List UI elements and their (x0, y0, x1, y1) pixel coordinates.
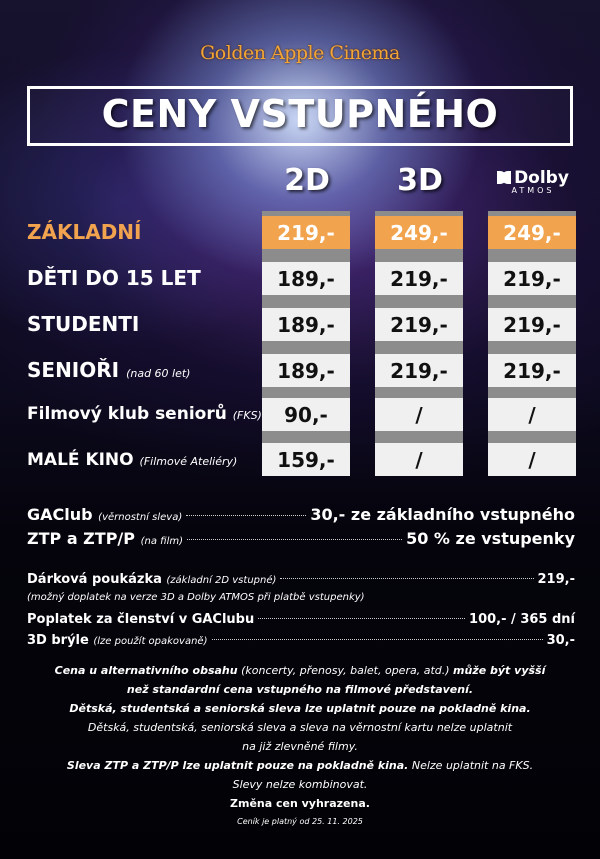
price-cell: 189,- (262, 262, 350, 295)
row-label-male-kino: MALÉ KINO (Filmové Ateliéry) (27, 450, 238, 470)
notes-block (20, 661, 580, 813)
price-cell: / (375, 398, 463, 431)
note-line: Cena u alternativního obsahu (koncerty, přenosy, balet, opera, atd.) může být vyšší (54, 664, 546, 677)
column-header-2d: 2D (284, 163, 330, 198)
note-line: Slevy nelze kombinovat. (232, 778, 368, 791)
column-header-dolby (488, 168, 578, 195)
row-label-fks: Filmový klub seniorů (FKS) (27, 404, 262, 424)
dotted-leader (186, 515, 306, 516)
dolby-name: Dolby (514, 168, 569, 188)
note-line: na již zlevněné filmy. (242, 740, 358, 753)
dolby-atmos-label: ATMOS (511, 186, 555, 195)
note-line: než standardní cena vstupného na filmové představení. (126, 683, 474, 696)
extra-membership-fee: Poplatek za členství v GAClubu 100,- / 365 dní (27, 612, 575, 627)
row-note: (nad 60 let) (126, 367, 191, 380)
dotted-leader (187, 539, 402, 540)
row-label-studenti: STUDENTI (27, 312, 140, 336)
column-header-3d: 3D (397, 163, 443, 198)
note-line: Změna cen vyhrazena. (230, 797, 370, 810)
price-cell: 90,- (262, 398, 350, 431)
page-title: CENY VSTUPNÉHO (101, 92, 499, 136)
dolby-logo (488, 168, 578, 188)
note-line: Sleva ZTP a ZTP/P lze uplatnit pouze na pokladně kina. Nelze uplatnit na FKS. (66, 759, 534, 772)
cinema-logo (0, 42, 600, 64)
dotted-leader (280, 578, 533, 579)
dotted-leader (258, 618, 465, 619)
note-line: Dětská, studentská a seniorská sleva lze uplatnit pouze na pokladně kina. (69, 702, 531, 715)
extra-3d-glasses: 3D brýle (lze použít opakovaně) 30,- (27, 633, 575, 648)
row-label-deti: DĚTI DO 15 LET (27, 266, 201, 290)
dotted-leader (212, 639, 543, 640)
price-cell: / (488, 398, 576, 431)
price-cell: / (375, 443, 463, 476)
price-cell: 219,- (262, 216, 350, 249)
validity-date: Ceník je platný od 25. 11. 2025 (237, 817, 363, 826)
price-cell: 159,- (262, 443, 350, 476)
discount-gaclub: GAClub (věrnostní sleva) 30,- ze základního vstupného (27, 505, 575, 524)
column-3d-background (375, 211, 463, 475)
note-line: Dětská, studentská, seniorská sleva a sleva na věrnostní kartu nelze uplatnit (87, 721, 513, 734)
price-cell: 219,- (375, 262, 463, 295)
column-dolby-background (488, 211, 576, 475)
column-2d-background (262, 211, 350, 475)
row-label-zakladni: ZÁKLADNÍ (27, 220, 142, 244)
price-cell: 219,- (375, 354, 463, 387)
price-cell: 189,- (262, 354, 350, 387)
dolby-double-d-icon (497, 171, 511, 184)
price-cell: 249,- (488, 216, 576, 249)
discount-ztp: ZTP a ZTP/P (na film) 50 % ze vstupenky (27, 529, 575, 548)
extra-gift-voucher: Dárková poukázka (základní 2D vstupné) 219,- (27, 572, 575, 587)
row-label-seniori: SENIOŘI (nad 60 let) (27, 358, 191, 382)
price-cell: 219,- (488, 308, 576, 341)
price-cell: 189,- (262, 308, 350, 341)
extra-gift-voucher-note: (možný doplatek na verze 3D a Dolby ATMOS při platbě vstupenky) (27, 592, 365, 603)
row-note: (FKS) (232, 409, 262, 422)
logo-text: Golden Apple Cinema (200, 42, 400, 64)
price-cell: 249,- (375, 216, 463, 249)
row-note: (Filmové Ateliéry) (139, 455, 238, 468)
price-cell: 219,- (488, 354, 576, 387)
price-cell: 219,- (488, 262, 576, 295)
price-cell: 219,- (375, 308, 463, 341)
price-cell: / (488, 443, 576, 476)
